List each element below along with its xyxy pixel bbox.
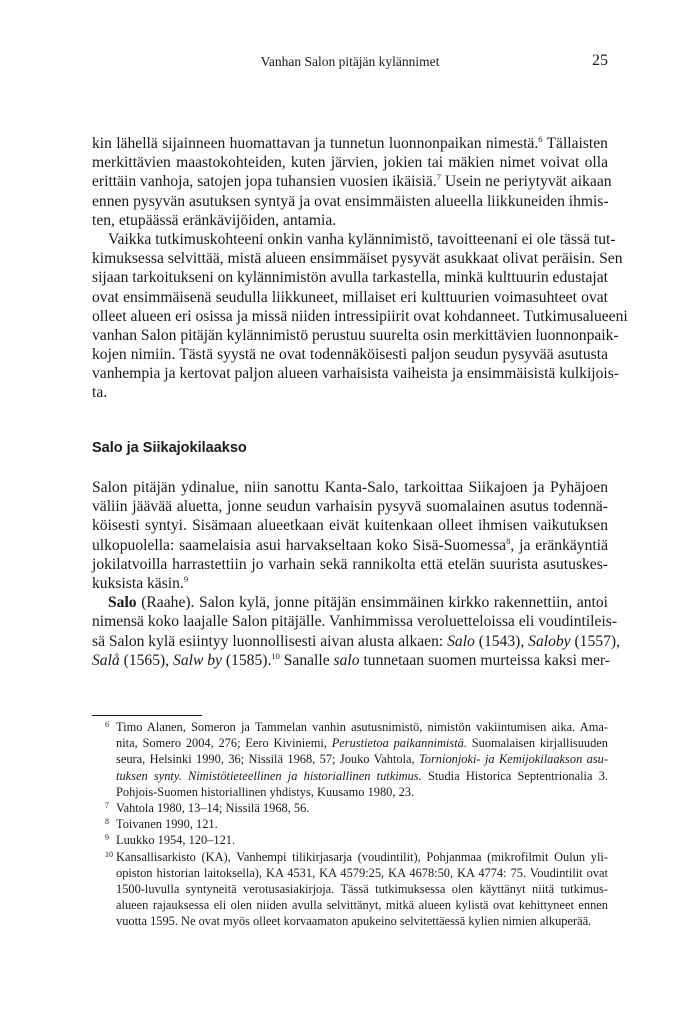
text-line: kin lähellä sijainneen huomattavan ja tunnetun luonnonpaikan nimestä.$^6$ Tällaisten [92, 133, 608, 152]
text-line: väliin jäävää aluetta, jonne seudun varhaisin pysyvä suomalainen asutus todennä- [92, 498, 608, 516]
running-head-title: Vanhan Salon pitäjän kylännimet [260, 54, 440, 69]
footnote-ref[interactable]: 6 [538, 133, 543, 144]
footnote-line: Toivanen 1990, 121. [116, 817, 218, 832]
footnote-divider [92, 715, 202, 716]
footnote-line: opiston historian laitoksella), KA 4531, KA 4579:25, KA 4678:50, KA 4774: 75. Voudintilit ovat [116, 865, 608, 880]
footnote-line: vuotta 1595. Ne ovat myös olleet korvaamaton apukeino selvitettäessä kylien nimien alkuperää. [116, 914, 592, 929]
text-line: Salå (1565), Salw by (1585).$^{10}$ Sanalle salo tunnetaan suomen murteissa kaksi mer- [92, 650, 610, 669]
paragraph-3 [92, 478, 608, 593]
text-line: ulkopuolella: saamelaisia asui harvakseltaan koko Sisä-Suomessa$^8$, ja eränkäyntiä [92, 535, 608, 554]
footnote-9 [92, 832, 608, 848]
footnote-line: nita, Somero 2004, 276; Eero Kiviniemi, Perustietoa paikannimistä. Suomalaisen kirjallisuuden [116, 736, 608, 751]
text-line: kuksista käsin.$^9$ [92, 573, 189, 592]
text-line: merkittävien maastokohteiden, kuten järvien, jokien tai mäkien nimet voivat olla [92, 154, 608, 172]
text-line: vanhan Salon pitäjän kylännimistö perustuu suurelta osin merkittävien luonnonpaik- [92, 326, 619, 344]
footnote-number: 9 [105, 833, 109, 843]
footnote-line: 1500-luvulla syntyneitä verotusasiakirjoja. Tässä tutkimuksessa olen käyttänyt niitä tutkimus- [116, 881, 608, 896]
footnote-number: 6 [105, 720, 109, 729]
text-line: sä Salon kylä esiintyy luonnollisesti aivan alusta alkaen: Salo (1543), Saloby (1557), [92, 632, 620, 650]
text-line: Salon pitäjän ydinalue, niin sanottu Kanta-Salo, tarkoittaa Siikajoen ja Pyhäjoen [92, 479, 608, 496]
place-name: Salo [108, 594, 137, 612]
text-line: ten, etupäässä eränkävijöiden, antamia. [92, 211, 337, 229]
text-line: vanhempia ja kertovat paljon alueen varhaisista vaiheista ja ensimmäisistä kulkijois- [92, 365, 620, 383]
footnote-6 [92, 719, 608, 800]
footnote-line: Pohjois-Suomen historiallinen yhdistys, Kuusamo 1980, 23. [116, 784, 415, 799]
text-line: Salo (Raahe). Salon kylä, jonne pitäjän ensimmäinen kirkko rakennettiin, antoi [108, 594, 608, 612]
running-head [92, 52, 608, 74]
body-text-section [92, 478, 620, 670]
text-line: sijaan tarkoitukseni on kylännimistön avulla tarkastella, minkä kulttuurin edustajat [92, 269, 608, 287]
page-number: 25 [592, 52, 608, 69]
footnote-line: Timo Alanen, Someron ja Tammelan vanhin asutusnimistö, nimistön vakiintumisen aika. Ama- [116, 720, 608, 734]
paragraph-2 [92, 230, 628, 403]
text-line: nimensä koko laajalle Salon pitäjälle. Vanhimmissa veroluetteloissa eli voudintileis- [92, 613, 618, 631]
text-line: ovat ensimmäisenä seudulla liikkuneet, millaiset eri kulttuurien voimasuhteet ovat [92, 288, 608, 306]
paragraph-1 [92, 133, 612, 230]
text-line: köisesti syntyi. Sisämaan alueetkaan eivät kuitenkaan olleet ihmisen vaikutuksen [92, 517, 608, 535]
text-line: olleet alueen eri osissa ja missä niiden intressipiirit ovat kohdanneet. Tutkimusalueeni [92, 307, 628, 325]
footnote-7 [92, 800, 608, 816]
footnotes [92, 719, 608, 929]
paragraph-4 [92, 593, 620, 670]
footnote-ref[interactable]: 10 [271, 650, 280, 661]
text-line: ta. [92, 384, 108, 402]
footnote-line: Luukko 1954, 120–121. [116, 833, 236, 848]
footnote-number: 10 [105, 849, 113, 859]
footnote-line: tuksen synty. Nimistötieteellinen ja historiallinen tutkimus. Studia Historica Septentrionalia 3. [116, 768, 608, 783]
footnote-ref[interactable]: 8 [506, 535, 511, 546]
text-line: erittäin vanhoja, satojen jopa tuhansien vuosien ikäisiä.$^7$ Usein ne periytyvät aikaan [92, 172, 612, 191]
text-line: ennen pysyvän asutuksen syntyä ja ovat ensimmäisten alueella liikkuneiden ihmis- [92, 192, 609, 210]
footnote-number: 8 [105, 817, 109, 827]
footnote-line: alueen rajauksessa eli olen niiden avulla selvittänyt, mitkä alueen kylistä ovat kehittyneet ennen [116, 898, 608, 913]
section-heading: Salo ja Siikajokilaakso [92, 440, 247, 456]
footnote-line: Kansallisarkisto (KA), Vanhempi tilikirjasarja (voudintilit), Pohjanmaa (mikrofilmit Oulun yli- [116, 849, 608, 864]
footnote-number: 7 [105, 800, 109, 810]
footnote-line: seura, Helsinki 1990, 36; Nissilä 1968, 57; Jouko Vahtola, Tornionjoki- ja Kemijokilaakson asu- [116, 752, 608, 767]
body-text-top [92, 133, 628, 403]
footnote-8 [92, 816, 608, 832]
footnote-line: Vahtola 1980, 13–14; Nissilä 1968, 56. [116, 800, 310, 815]
text-line: Vaikka tutkimuskohteeni onkin vanha kylännimistö, tavoitteenani ei ole tässä tut- [108, 230, 616, 248]
text-line: kojen nimiin. Tästä syystä ne ovat todennäköisesti paljon seudun pysyvää asutusta [92, 346, 608, 364]
text-line: kimuksessa selvittää, mistä alueen ensimmäiset pysyvät asukkaat olivat peräisin. Sen [92, 250, 623, 268]
footnote-ref[interactable]: 9 [183, 573, 189, 584]
text-line: jokilatvoilla harrastettiin jo varhain sekä rannikolta että etelän suurista asutuskes- [92, 555, 608, 573]
footnote-ref[interactable]: 7 [436, 172, 441, 183]
footnote-10 [92, 849, 608, 930]
